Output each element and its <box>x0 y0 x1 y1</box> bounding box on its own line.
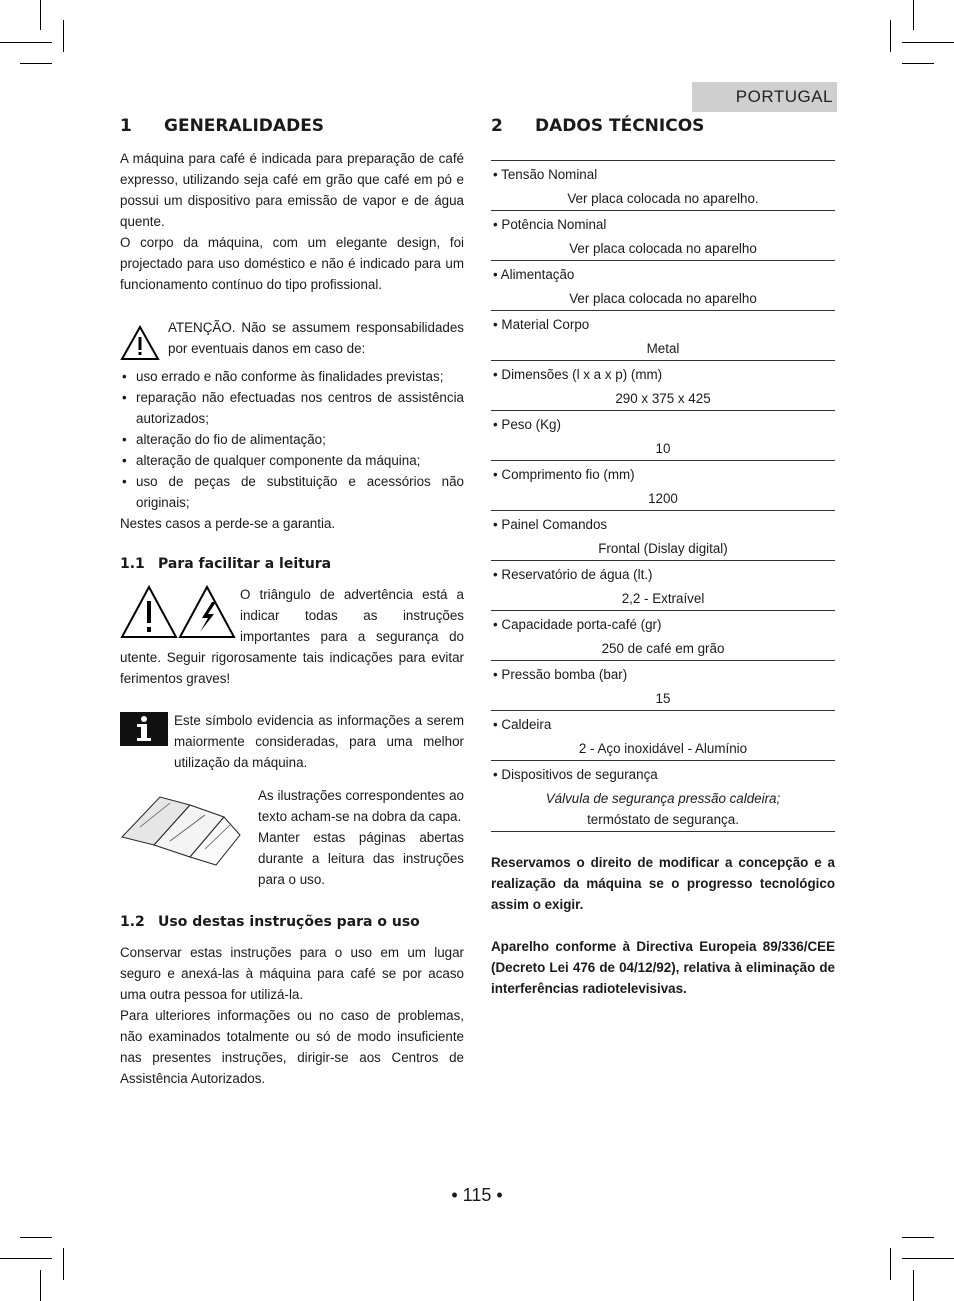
list-item: • alteração de qualquer componente da máquina; <box>120 450 464 471</box>
table-row <box>491 511 835 561</box>
section-title: Para facilitar a leitura <box>158 556 332 572</box>
table-row <box>491 211 835 261</box>
table-row <box>491 611 835 661</box>
row-label: • Painel Comandos <box>493 517 608 532</box>
table-row <box>491 411 835 461</box>
row-label: • Tensão Nominal <box>493 167 598 182</box>
table-row <box>491 161 835 211</box>
table-row <box>491 761 835 832</box>
language-label: PORTUGAL <box>735 87 833 106</box>
language-tab <box>692 82 837 112</box>
row-label: • Reservatório de água (lt.) <box>493 567 653 582</box>
crop-mark <box>0 42 52 43</box>
row-label: • Material Corpo <box>493 317 590 332</box>
row-value: 2 - Aço inoxidável - Alumínio <box>578 741 748 756</box>
table-row <box>491 261 835 311</box>
section-1-2-heading <box>120 914 464 930</box>
info-description: Este símbolo evidencia as informações a serem maiormente consideradas, para uma melhor utilização da máquina. <box>174 713 464 770</box>
row-value: 290 x 375 x 425 <box>615 391 711 406</box>
row-label: • Caldeira <box>493 717 552 732</box>
crop-mark <box>63 20 64 52</box>
usage-paragraph-2: Para ulteriores informações ou no caso de problemas, não examinados totalmente ou só de modo insuficiente nas presentes instruções, dirigir-se aos Centros de Assistência Autorizados. <box>120 1008 464 1086</box>
compliance-note: Aparelho conforme à Directiva Europeia 89/336/CEE (Decreto Lei 476 de 04/12/92), relativa à eliminação de interferências radiotelevisivas. <box>491 939 835 996</box>
safety-icons <box>120 584 238 644</box>
row-value: 250 de café em grão <box>601 641 725 656</box>
row-label: • Comprimento fio (mm) <box>493 467 635 482</box>
row-label: • Peso (Kg) <box>493 417 561 432</box>
table-row <box>491 311 835 361</box>
row-label: • Dimensões (l x a x p) (mm) <box>493 367 663 382</box>
crop-mark <box>0 1258 52 1259</box>
crop-mark <box>890 1248 891 1280</box>
section-number: 2 <box>491 116 503 136</box>
usage-paragraph-1: Conservar estas instruções para o uso em um lugar seguro e anexá-las à máquina para café se por acaso uma outra pessoa for utilizá-la. <box>120 945 464 1002</box>
table-row <box>491 561 835 611</box>
tech-data-table <box>491 160 835 832</box>
warning-triangle-icon <box>120 317 168 366</box>
book-illustration-icon <box>120 791 256 871</box>
crop-mark <box>913 0 914 30</box>
list-item: • uso de peças de substituição e acessórios não originais; <box>120 471 464 513</box>
list-item: • uso errado e não conforme às finalidades previstas; <box>120 366 464 387</box>
intro-paragraph-2: O corpo da máquina, com um elegante design, foi projectado para uso doméstico e não é indicado para um funcionamento contínuo do tipo profissional. <box>120 235 464 292</box>
right-column <box>491 116 835 999</box>
section-number: 1.1 <box>120 556 145 572</box>
row-value: Ver placa colocada no aparelho <box>569 241 757 256</box>
row-value: Ver placa colocada no aparelho <box>569 291 757 306</box>
crop-mark <box>890 20 891 52</box>
crop-mark <box>913 1270 914 1301</box>
intro-paragraph-1: A máquina para café é indicada para preparação de café expresso, utilizando seja café em grão que café em pó e possui um dispositivo para emissão de vapor e de água quente. <box>120 151 464 229</box>
row-value: Válvula de segurança pressão caldeira; <box>545 791 781 806</box>
section-title: DADOS TÉCNICOS <box>535 116 705 136</box>
row-label: • Alimentação <box>493 267 575 282</box>
crop-mark <box>902 63 934 64</box>
table-row <box>491 661 835 711</box>
list-item: • alteração do fio de alimentação; <box>120 429 464 450</box>
row-label: • Dispositivos de segurança <box>493 767 658 782</box>
section-title: Uso destas instruções para o uso <box>158 914 420 930</box>
crop-mark <box>902 42 954 43</box>
crop-mark <box>902 1237 934 1238</box>
left-column <box>120 116 464 1089</box>
book-description-1: As ilustrações correspondentes ao texto acham-se na dobra da capa. <box>258 788 464 824</box>
section-number: 1 <box>120 116 132 136</box>
row-value: termóstato de segurança. <box>587 812 739 827</box>
row-value: 10 <box>655 441 671 456</box>
crop-mark <box>40 0 41 30</box>
crop-mark <box>63 1248 64 1280</box>
row-value: Frontal (Dislay digital) <box>598 541 728 556</box>
section-title: GENERALIDADES <box>164 116 325 136</box>
table-row <box>491 711 835 761</box>
section-1-1-heading <box>120 556 464 572</box>
row-value: 2,2 - Extraível <box>621 591 705 606</box>
crop-mark <box>20 1237 52 1238</box>
warning-list <box>120 366 464 513</box>
row-value: 1200 <box>648 491 678 506</box>
warranty-note: Nestes casos a perde-se a garantia. <box>120 516 336 531</box>
row-label: • Potência Nominal <box>493 217 607 232</box>
modification-note: Reservamos o direito de modificar a concepção e a realização da máquina se o progresso tecnológico assim o exigir. <box>491 855 835 912</box>
row-label: • Pressão bomba (bar) <box>493 667 628 682</box>
crop-mark <box>20 63 52 64</box>
section-1-heading <box>120 116 464 136</box>
warning-text: ATENÇÃO. Não se assumem responsabilidades por eventuais danos em caso de: <box>168 320 464 356</box>
book-description-2: Manter estas páginas abertas durante a leitura das instruções para o uso. <box>258 830 464 887</box>
page-number: • 115 • <box>451 1185 503 1205</box>
crop-mark <box>902 1258 954 1259</box>
row-label: • Capacidade porta-café (gr) <box>493 617 662 632</box>
crop-mark <box>40 1270 41 1301</box>
table-row <box>491 461 835 511</box>
list-item: • reparação não efectuadas nos centros de assistência autorizados; <box>120 387 464 429</box>
warning-block <box>120 317 464 366</box>
triangle-description: O triângulo de advertência está a indicar todas as instruções importantes para a segurança do utente. Seguir rigorosamente tais indicações para evitar ferimentos graves! <box>120 587 464 686</box>
row-value: 15 <box>655 691 671 706</box>
row-value: Ver placa colocada no aparelho. <box>567 191 759 206</box>
table-row <box>491 361 835 411</box>
section-2-heading <box>491 116 835 136</box>
info-icon <box>120 712 172 756</box>
section-number: 1.2 <box>120 914 145 930</box>
row-value: Metal <box>646 341 680 356</box>
